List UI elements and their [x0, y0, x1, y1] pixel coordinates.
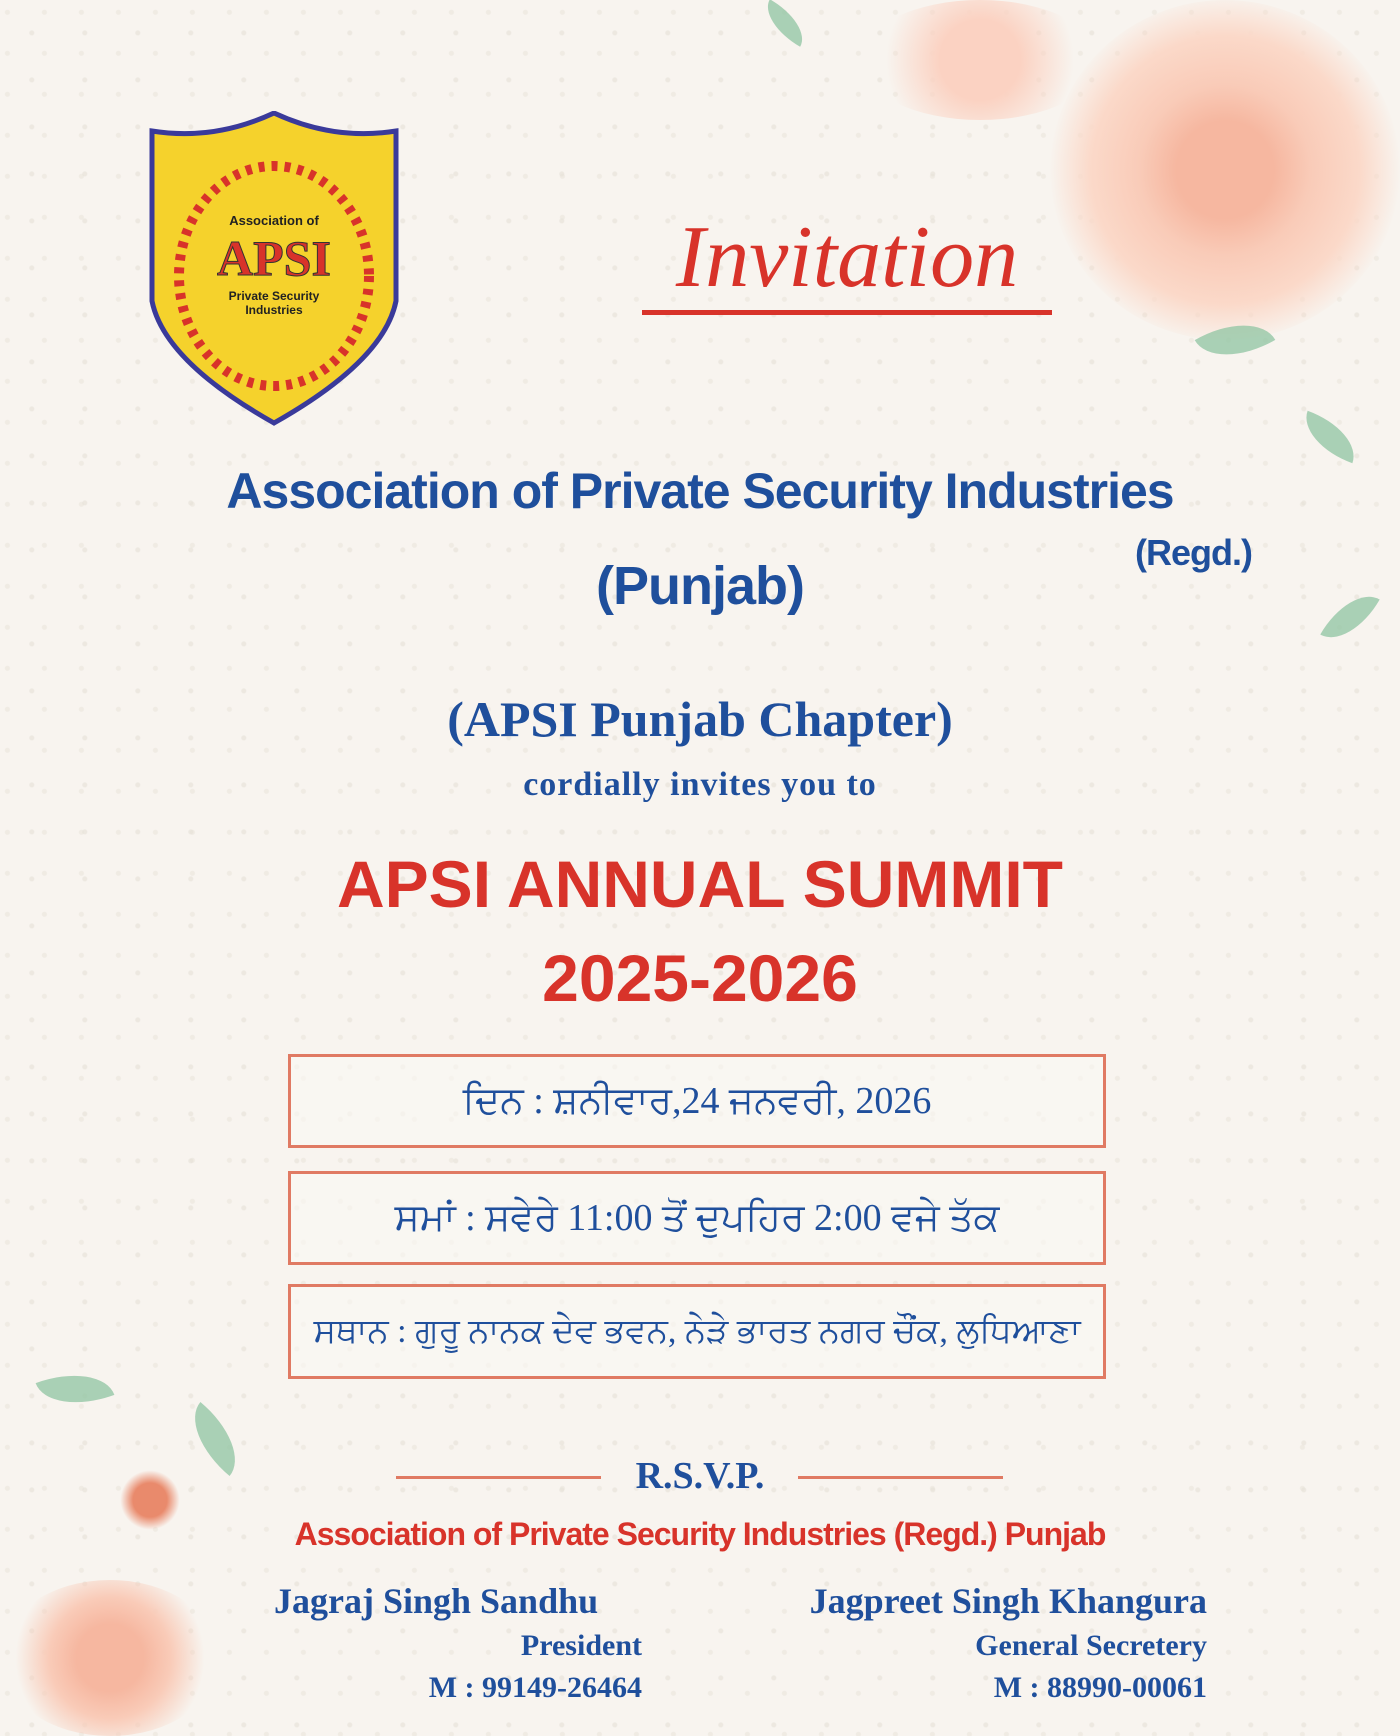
- contact-phone: M : 88990-00061: [993, 1671, 1207, 1704]
- rsvp-organization: Association of Private Security Industries (Regd.) Punjab: [294, 1516, 1106, 1552]
- date-box: [288, 1054, 1106, 1148]
- chapter-name: (APSI Punjab Chapter): [447, 691, 953, 747]
- rose-decoration-top-right: [1050, 0, 1400, 340]
- regd-label: (Regd.): [1135, 532, 1252, 573]
- apsi-logo: [144, 111, 404, 426]
- venue-box: [288, 1284, 1106, 1379]
- logo-bottom-text: Private Security Industries: [228, 289, 320, 317]
- rsvp-label: R.S.V.P.: [635, 1455, 765, 1497]
- contact-role: President: [520, 1629, 642, 1662]
- contact-name: Jagraj Singh Sandhu: [274, 1581, 599, 1621]
- invite-line: cordially invites you to: [523, 766, 877, 803]
- logo-main-text: APSI: [217, 230, 331, 286]
- organization-name: Association of Private Security Industries: [226, 463, 1174, 519]
- contact-president: [274, 1578, 642, 1708]
- contact-general-secretary: [755, 1578, 1207, 1708]
- rose-decoration-top: [860, 0, 1100, 120]
- event-time: ਸਮਾਂ : ਸਵੇਰੇ 11:00 ਤੋਂ ਦੁਪਹਿਰ 2:00 ਵਜੇ ਤੱਕ: [394, 1197, 1000, 1239]
- contact-phone: M : 99149-26464: [428, 1671, 642, 1704]
- invitation-title: Invitation: [642, 205, 1052, 315]
- event-venue: ਸਥਾਨ : ਗੁਰੂ ਨਾਨਕ ਦੇਵ ਭਵਨ, ਨੇੜੇ ਭਾਰਤ ਨਗਰ ਚੌਂਕ, ਲੁਧਿਆਣਾ: [313, 1312, 1081, 1350]
- time-box: [288, 1171, 1106, 1265]
- rose-decoration-bottom-left: [0, 1580, 220, 1736]
- contact-name: Jagpreet Singh Khangura: [809, 1581, 1207, 1621]
- contact-role: General Secretery: [975, 1629, 1207, 1662]
- event-name: APSI ANNUAL SUMMIT: [337, 847, 1063, 921]
- organization-state: (Punjab): [596, 556, 804, 616]
- event-date: ਦਿਨ : ਸ਼ਨੀਵਾਰ,24 ਜਨਵਰੀ, 2026: [462, 1080, 932, 1122]
- logo-top-text: Association of: [229, 213, 319, 228]
- event-years: 2025-2026: [542, 941, 858, 1015]
